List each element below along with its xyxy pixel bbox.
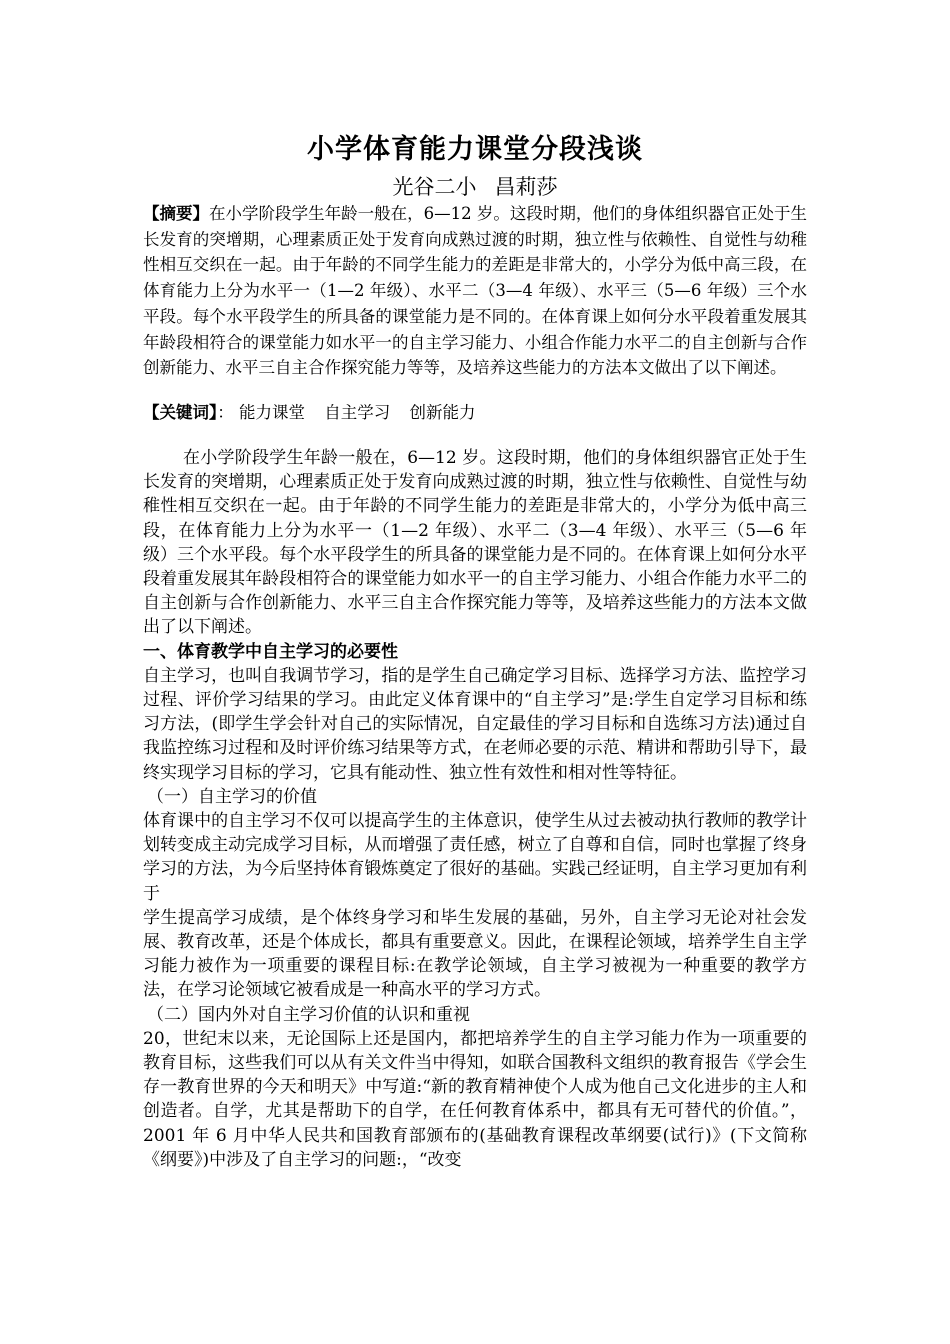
keyword-item: 创新能力 <box>409 403 476 422</box>
keyword-item: 能力课堂 <box>239 403 305 422</box>
abstract-block <box>143 201 807 381</box>
section-heading: 一、体育教学中自主学习的必要性 <box>143 641 398 662</box>
author-line <box>0 172 950 202</box>
subsection-paragraph: 学生提高学习成绩，是个体终身学习和毕生发展的基础，另外，自主学习无论对社会发展、教育改革，还是个体成长，都具有重要意义。因此，在课程论领域，培养学生自主学习能力被作为一项重要的课程目标:在教学论领域，自主学习被视为一种重要的教学方法，在学习论领域它被看成是一种高水平的学习方式。 <box>143 907 807 1001</box>
keyword-item: 自主学习 <box>324 403 391 422</box>
abstract-text: 在小学阶段学生年龄一般在，6—12 岁。这段时期，他们的身体组织器官正处于生长发育的突增期，心理素质正处于发育向成熟过渡的时期，独立性与依赖性、自觉性与幼稚性相互交织在一起。由于年龄的不同学生能力的差距是非常大的，小学分为低中高三段，在体育能力上分为水平一（1—2 年级）、水平二（3—4 年级）、水平三（5—6 年级）三个水平段。每个水平段学生的所具备的课堂能力是不同的。在体育课上如何分水平段着重发展其年龄段相符合的课堂能力如水平一的自主学习能力、小组合作能力水平二的自主创新与合作创新能力、水平三自主合作探究能力等等，及培养这些能力的方法本文做出了以下阐述。 <box>143 204 807 378</box>
intro-paragraph: 在小学阶段学生年龄一般在，6—12 岁。这段时期，他们的身体组织器官正处于生长发育的突增期，心理素质正处于发育向成熟过渡的时期，独立性与依赖性、自觉性与幼稚性相互交织在一起。由于年龄的不同学生能力的差距是非常大的，小学分为低中高三段，在体育能力上分为水平一（1—2 年级）、水平二（3—4 年级）、水平三（5—6 年级）三个水平段。每个水平段学生的所具备的课堂能力是不同的。在体育课上如何分水平段着重发展其年龄段相符合的课堂能力如水平一的自主学习能力、小组合作能力水平二的自主创新与合作创新能力、水平三自主合作探究能力等等，及培养这些能力的方法本文做出了以下阐述。 <box>143 448 807 638</box>
body-text <box>143 446 807 1172</box>
section-paragraph: 自主学习，也叫自我调节学习，指的是学生自己确定学习目标、选择学习方法、监控学习过程、评价学习结果的学习。由此定义体育课中的“自主学习”是:学生自定学习目标和练习方法，(即学生学会针对自己的实际情况，自定最佳的学习目标和自选练习方法)通过自我监控练习过程和及时评价练习结果等方式，在老师必要的示范、精讲和帮助引导下，最终实现学习目标的学习，它具有能动性、独立性有效性和相对性等特征。 <box>143 665 807 783</box>
subsection-heading: （二）国内外对自主学习价值的认识和重视 <box>147 1004 470 1025</box>
keywords-label: 【关键词】 <box>143 403 218 422</box>
author-school: 光谷二小 <box>392 175 477 199</box>
subsection-paragraph: 体育课中的自主学习不仅可以提高学生的主体意识，使学生从过去被动执行教师的教学计划转变成主动完成学习目标，从而增强了责任感，树立了自尊和自信，同时也掌握了终身学习的方法，为今后坚持体育锻炼奠定了很好的基础。实践己经证明，自主学习更加有利于 <box>143 811 807 904</box>
subsection-paragraph: 20，世纪末以来，无论国际上还是国内，都把培养学生的自主学习能力作为一项重要的教育目标，这些我们可以从有关文件当中得知，如联合国教科文组织的教育报告《学会生存一教育世界的今天和明天》中写道:“新的教育精神使个人成为他自己文化进步的主人和创造者。自学，尤其是帮助下的自学，在任何教育体系中，都具有无可替代的价值。”，2001 年 6 月中华人民共和国教育部颁布的(基础教育课程改革纲要(试行)》(下文简称《纲要》)中涉及了自主学习的问题:，“改变 <box>143 1028 807 1170</box>
subsection-heading: （一）自主学习的价值 <box>147 786 317 807</box>
keywords-block <box>143 400 807 425</box>
author-name: 昌莉莎 <box>494 175 558 199</box>
abstract-label: 【摘要】 <box>143 204 210 223</box>
keywords-colon: ： <box>217 403 234 422</box>
document-title: 小学体育能力课堂分段浅谈 <box>307 134 643 165</box>
